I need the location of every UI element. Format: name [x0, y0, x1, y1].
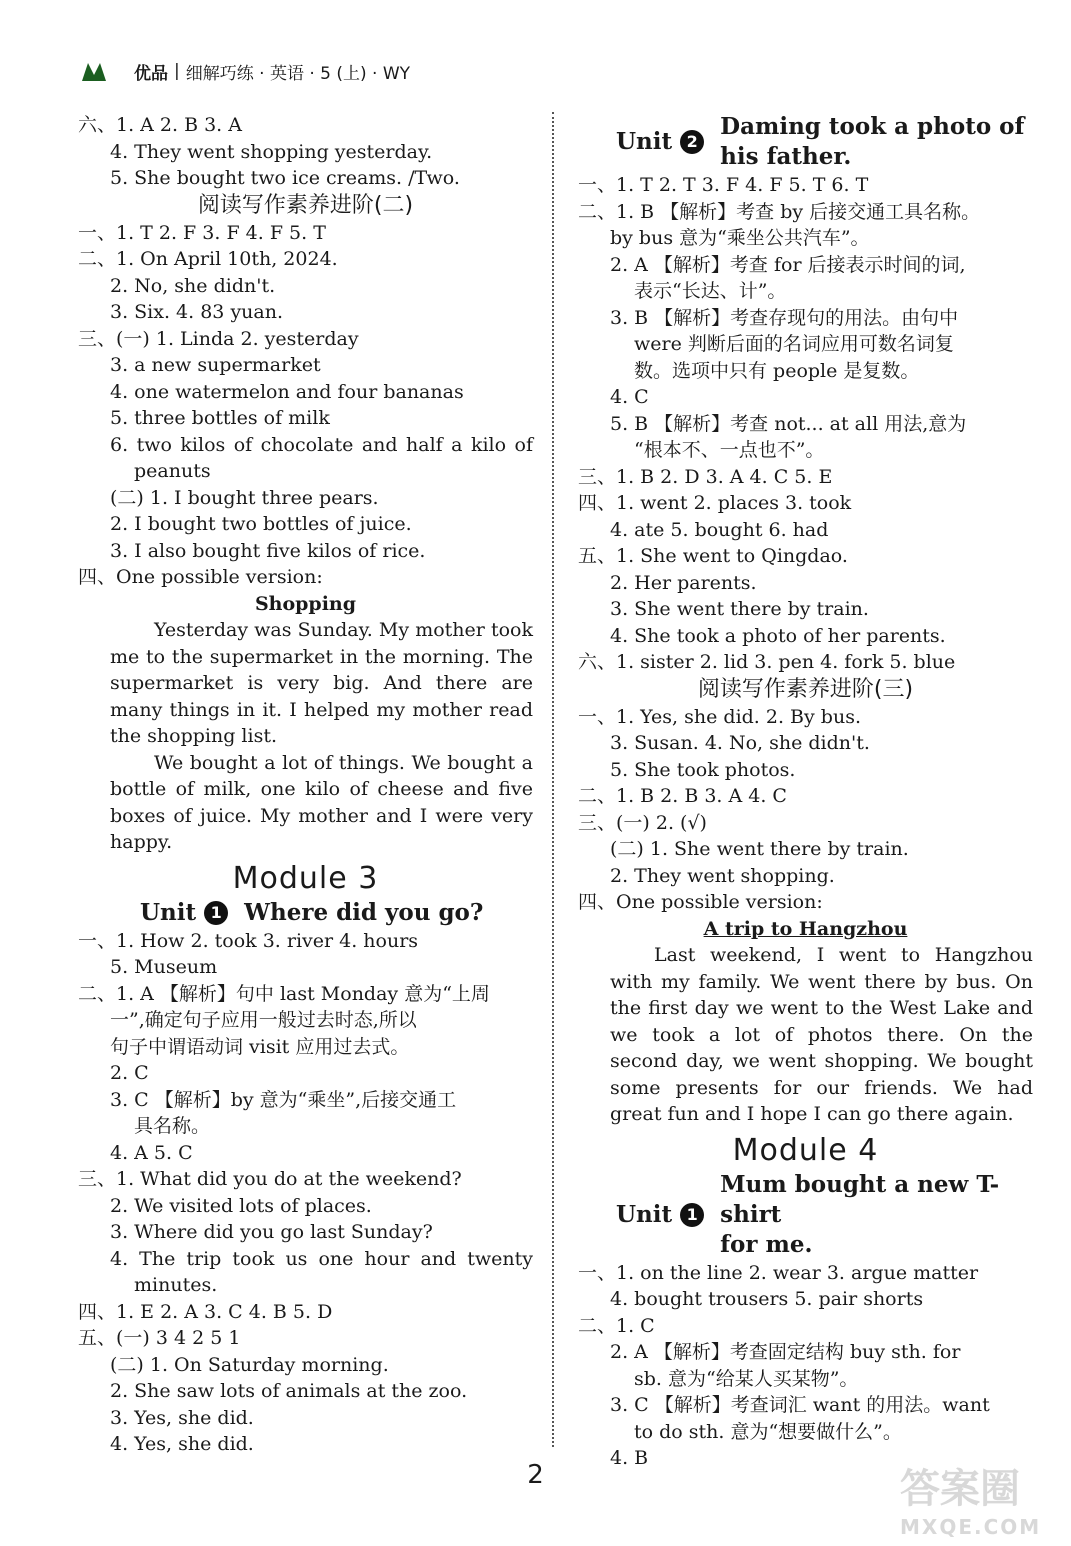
answer-line: by bus 意为“乘坐公共汽车”。 [610, 227, 870, 249]
answer-line: 5. She bought two ice creams. /Two. [110, 167, 460, 189]
answer-line: 一”,确定句子应用一般过去时态,所以 [110, 1009, 417, 1031]
left-column [78, 112, 533, 1458]
answer-line: 一、1. How 2. took 3. river 4. hours [78, 929, 419, 952]
answer-line: 6. two kilos of chocolate and half a kilo of [110, 433, 533, 456]
answer-line: 三、1. What did you do at the weekend? [78, 1168, 462, 1190]
unit-title [720, 1170, 1033, 1260]
answer-line: 3. a new supermarket [110, 354, 321, 376]
answer-line: were 判断后面的名词应用可数名词复 [634, 333, 954, 355]
answer-line: 3. B 【解析】考查存现句的用法。由句中 [610, 306, 959, 329]
answer-line: 四、One possible version: [78, 566, 323, 588]
unit-number-badge: 1 [204, 901, 228, 925]
answer-line: 4. She took a photo of her parents. [610, 624, 946, 647]
unit-title [244, 898, 483, 928]
answer-line: 3. Susan. 4. No, she didn't. [610, 732, 870, 754]
essay-title-text: A trip to Hangzhou [703, 917, 908, 940]
answer-line: 六、1. A 2. B 3. A [78, 114, 242, 136]
answer-line: 2. She saw lots of animals at the zoo. [110, 1380, 468, 1402]
answer-line: to do sth. 意为“想要做什么”。 [634, 1420, 902, 1443]
unit-title-line: his father. [720, 143, 852, 170]
module-heading: Module 3 [232, 860, 379, 896]
answer-line: 一、1. on the line 2. wear 3. argue matter [578, 1261, 979, 1284]
answer-line: 4. B [610, 1447, 649, 1469]
brand-name: 优品 [134, 63, 168, 84]
answer-line: 2. They went shopping. [610, 864, 835, 887]
unit-label [616, 1170, 712, 1260]
answer-line: 2. A 【解析】考查固定结构 buy sth. for [610, 1341, 961, 1363]
answer-line: 2. I bought two bottles of juice. [110, 513, 412, 535]
answer-line: 二、1. C [578, 1314, 655, 1337]
unit-number-badge: 1 [680, 1203, 704, 1227]
answer-line: peanuts [134, 460, 211, 482]
answer-line: 四、One possible version: [578, 891, 823, 913]
answer-line: 一、1. Yes, she did. 2. By bus. [578, 705, 861, 728]
answer-line: 3. She went there by train. [610, 598, 869, 620]
answer-line: 三、(一) 2. (√) [578, 811, 707, 834]
answer-line: 一、1. T 2. F 3. F 4. F 5. T [78, 221, 326, 244]
answer-line: (二) 1. I bought three pears. [110, 486, 379, 509]
answer-line: 4. A 5. C [110, 1141, 193, 1164]
answer-line: 3. Where did you go last Sunday? [110, 1221, 433, 1243]
column-divider [552, 112, 554, 1447]
answer-line: 5. She took photos. [610, 758, 796, 781]
unit-label [616, 112, 712, 172]
answer-line: 四、1. went 2. places 3. took [578, 492, 852, 514]
answer-line: 4. ate 5. bought 6. had [610, 518, 829, 541]
answer-line: 句子中谓语动词 visit 应用过去式。 [110, 1035, 410, 1058]
unit-word: Unit [616, 1200, 673, 1228]
answer-line: “根本不、一点也不”。 [634, 439, 825, 461]
answer-line: 二、1. A 【解析】句中 last Monday 意为“上周 [78, 982, 490, 1005]
unit-word: Unit [140, 898, 197, 926]
answer-line: 3. I also bought five kilos of rice. [110, 539, 426, 562]
answer-line: (二) 1. She went there by train. [610, 838, 909, 860]
unit-number-badge: 2 [680, 130, 704, 154]
answer-line: 二、1. On April 10th, 2024. [78, 248, 338, 270]
answer-line: 5. B 【解析】考查 not... at all 用法,意为 [610, 412, 967, 435]
answer-line: 4. C [610, 386, 649, 408]
unit-word: Unit [616, 128, 673, 155]
unit-title-line: Where did you go? [244, 898, 484, 926]
answer-line: 4. The trip took us one hour and twenty [110, 1247, 533, 1270]
answer-line: 三、(一) 1. Linda 2. yesterday [78, 327, 359, 350]
essay-title: Shopping [254, 592, 357, 615]
answer-line: minutes. [134, 1274, 218, 1296]
answer-line: 4. bought trousers 5. pair shorts [610, 1288, 924, 1310]
unit-heading [578, 1170, 1033, 1260]
answer-line: sb. 意为“给某人买某物”。 [634, 1367, 859, 1390]
answer-line: 二、1. B 【解析】考查 by 后接交通工具名称。 [578, 200, 981, 223]
book-title: 细解巧练 · 英语 · 5 (上) · WY [185, 63, 411, 84]
answer-line: 2. A 【解析】考查 for 后接表示时间的词, [610, 253, 966, 276]
answer-line: 五、(一) 3 4 2 5 1 [78, 1327, 241, 1349]
answer-line: 三、1. B 2. D 3. A 4. C 5. E [578, 465, 833, 488]
answer-line: 2. C [110, 1062, 149, 1084]
essay-paragraph: We bought a lot of things. We bought a bottle of milk, one kilo of cheese and five boxes of juice. My mother and I were very happy. [110, 751, 533, 853]
unit-title-line: Mum bought a new T-shirt [720, 1170, 1000, 1228]
right-column [578, 112, 1033, 1472]
unit-title [720, 112, 1024, 172]
header-separator: | [174, 61, 180, 81]
answer-line: 一、1. T 2. T 3. F 4. F 5. T 6. T [578, 174, 869, 196]
module-heading: Module 4 [732, 1132, 879, 1168]
answer-line: 六、1. sister 2. lid 3. pen 4. fork 5. blue [578, 651, 956, 673]
page-header [80, 56, 410, 86]
answer-line: 3. C 【解析】by 意为“乘坐”,后接交通工 [110, 1088, 457, 1111]
answer-line: 表示“长达、计”。 [634, 280, 787, 302]
answer-line: 3. Six. 4. 83 yuan. [110, 301, 284, 323]
answer-line: 数。选项中只有 people 是复数。 [634, 359, 920, 382]
unit-title-line: for me. [720, 1230, 813, 1258]
unit-title-line: Daming took a photo of [720, 113, 1025, 140]
essay-paragraph: Last weekend, I went to Hangzhou with my family. We went there by bus. On the first day we went to the West Lake and we took a lot of photos there. On the second day, we went shopping. We bought some presents for our friends. We had great fun and I hope I can go there again. [610, 944, 1033, 1125]
answer-line: 4. one watermelon and four bananas [110, 380, 464, 403]
answer-line: 具名称。 [134, 1115, 211, 1137]
answer-line: 2. We visited lots of places. [110, 1194, 372, 1217]
answer-line: 4. They went shopping yesterday. [110, 140, 433, 163]
page-number: 2 [527, 1460, 544, 1490]
answer-line: 2. No, she didn't. [110, 274, 276, 297]
answer-line: 二、1. B 2. B 3. A 4. C [578, 785, 787, 807]
answer-line: 五、1. She went to Qingdao. [578, 545, 848, 567]
brand-logo-icon [80, 59, 128, 83]
unit-label [140, 898, 236, 928]
answer-line: 5. Museum [110, 956, 218, 978]
answer-line: (二) 1. On Saturday morning. [110, 1353, 389, 1376]
watermark-logo: 答案圈 MXQE.COM [900, 1466, 1042, 1539]
unit-heading [78, 898, 533, 928]
section-heading: 阅读写作素养进阶(二) [197, 192, 414, 218]
answer-line: 2. Her parents. [610, 571, 757, 594]
section-heading: 阅读写作素养进阶(三) [697, 676, 914, 702]
answer-line: 3. C 【解析】考查词汇 want 的用法。want [610, 1394, 990, 1416]
answer-line: 5. three bottles of milk [110, 407, 330, 429]
answer-line: 4. Yes, she did. [110, 1433, 254, 1455]
essay-paragraph: Yesterday was Sunday. My mother took me to the supermarket in the morning. The supermarket is very big. And there are many things in it. I helped my mother read the shopping list. [110, 619, 533, 747]
unit-heading [578, 112, 1033, 172]
answer-line: 3. Yes, she did. [110, 1406, 254, 1429]
answer-line: 四、1. E 2. A 3. C 4. B 5. D [78, 1300, 333, 1323]
essay-title [578, 916, 1033, 943]
